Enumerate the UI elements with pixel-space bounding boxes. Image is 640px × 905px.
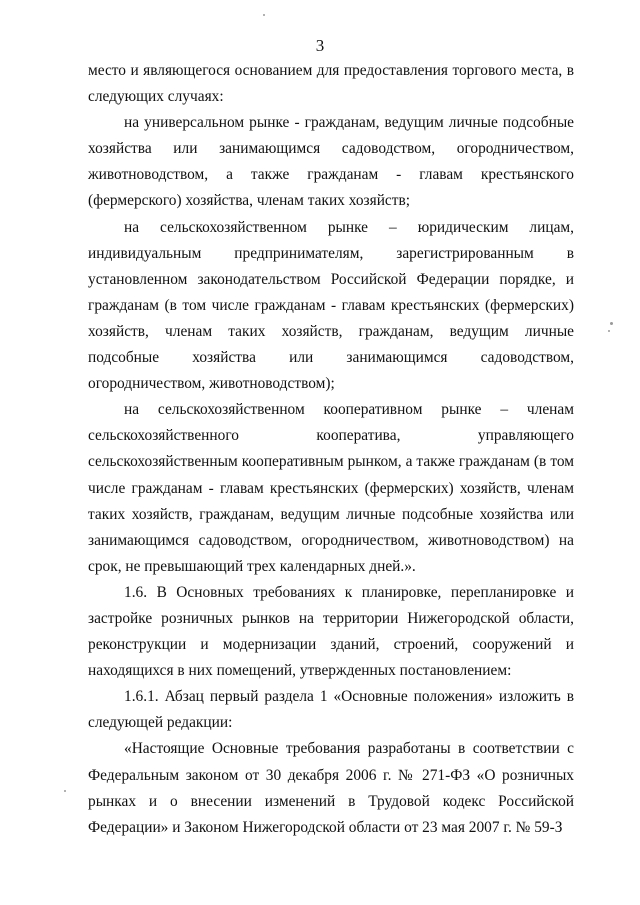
- paragraph-section-1-6-1: 1.6.1. Абзац первый раздела 1 «Основные положения» изложить в следующей редакции:: [88, 688, 574, 732]
- paragraph-section-1-6: 1.6. В Основных требованиях к планировке, перепланировке и застройке розничных рынков на территории Нижегородской области, реконструкции и модернизации зданий, строений, сооружений и находящихся в них помещений, утвержденных постановлением:: [88, 583, 574, 680]
- paragraph-quoted-text: «Настоящие Основные требования разработаны в соответствии с Федеральным законом от 30 декабря 2006 г. № 271-ФЗ «О розничных рынках и о внесении изменений в Трудовой кодекс Российской Федерации» и Законом Нижегородской области от 23 мая 2007 г. № 59-З: [88, 740, 574, 836]
- scan-speck: [64, 790, 66, 792]
- scan-speck: [608, 330, 610, 332]
- scan-speck: [610, 322, 613, 325]
- page-number: 3: [315, 36, 325, 55]
- paragraph-cooperative-market: на сельскохозяйственном кооперативном рынке – членам сельскохозяйственного кооператива, управляющего сельскохозяйственным кооперативным рынком, а также гражданам (в том числе гражданам - главам крестьянских (фермерских) хозяйств, членам таких хозяйств, гражданам, ведущим личные подсобные хозяйства или занимающимся садоводством, огородничеством, животноводством) на срок, не превышающий трех календарных дней.».: [88, 401, 574, 575]
- scan-speck: [263, 14, 265, 16]
- paragraph-universal-market: на универсальном рынке - гражданам, ведущим личные подсобные хозяйства или занимающимся садоводством, огородничеством, животноводством, а также гражданам - главам крестьянского (фермерского) хозяйства, членам таких хозяйств;: [88, 114, 574, 210]
- paragraph-continuation: место и являющегося основанием для предоставления торгового места, в следующих случаях:: [88, 62, 574, 106]
- paragraph-agricultural-market: на сельскохозяйственном рынке – юридическим лицам, индивидуальным предпринимателям, зарегистрированным в установленном законодательством Российской Федерации порядке, и гражданам (в том числе гражданам - главам крестьянских (фермерских) хозяйств, членам таких хозяйств, гражданам, ведущим личные подсобные хозяйства или занимающимся садоводством, огородничеством, животноводством);: [88, 218, 574, 393]
- document-body: [88, 58, 574, 841]
